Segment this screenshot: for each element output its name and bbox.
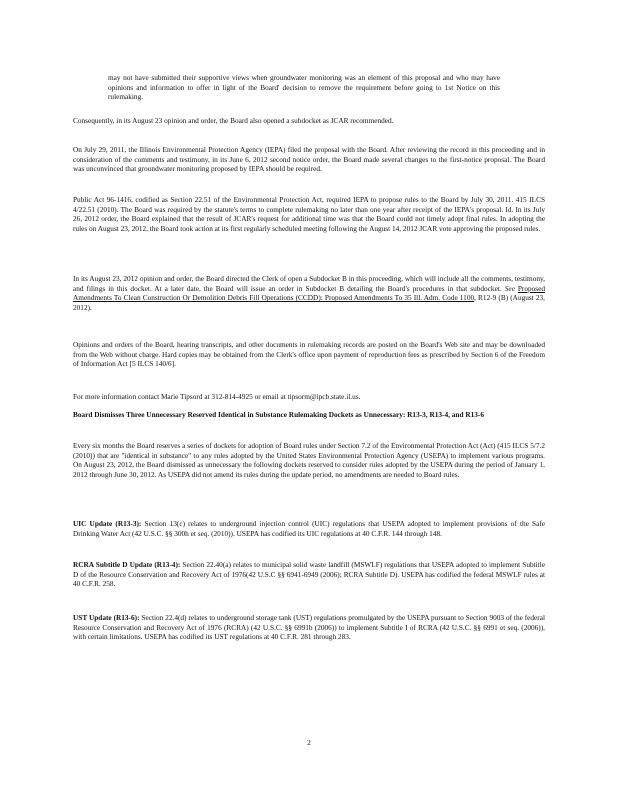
- paragraph-contact: [73, 392, 545, 402]
- uic-label: UIC Update (R13-3):: [73, 519, 142, 528]
- rcra-paragraph: [73, 560, 545, 589]
- section-heading: [73, 410, 545, 420]
- rcra-text: Section 22.40(a) relates to municipal solid waste landfill (MSWLF) regulations that USEPA adopted to implement Subtitle D of the Resource Conservation and Recovery Act of 1976(42 U.S.C §§ 6941-6949 (2006); RCRA Subtitle D). USEPA has codified the federal MSWLF rules at 40 C.F.R. 258.: [73, 560, 545, 589]
- ust-text: Section 22.4(d) relates to underground storage tank (UST) regulations promulgated by the USEPA pursuant to Section 9003 of the federal Resource Conservation and Recovery Act of 1976 (RCRA) (42 U.S.C. §§ 6991b (2006)) to implement Subtitle I of RCRA (42 U.S.C. §§ 6991 et seq. (2006)), with certain limitations. USEPA has codified its UST regulations at 40 C.F.R. 281 through 283.: [73, 613, 545, 642]
- see-signal: See: [504, 283, 515, 293]
- paragraph-every-six-months: [73, 441, 545, 479]
- paragraph-pre: In its August 23, 2012 opinion and order, the Board directed the Clerk of open a Subdocket B in this proceeding, which will include all the comments, testimony, and filings in this docket. At a later date, the Board will issue an order in Subdocket B detailing the Board's procedures in that subdocket.: [73, 274, 545, 293]
- paragraph-consequently: [73, 116, 545, 126]
- ust-label: UST Update (R13-6):: [73, 613, 140, 622]
- paragraph-august-23: [73, 274, 545, 312]
- uic-paragraph: [73, 519, 545, 538]
- uic-text: Section 13(c) relates to underground injection control (UIC) regulations that USEPA adopted to implement provisions of the Safe Drinking Water Act (42 U.S.C. §§ 300h et seq. (2010)). USEPA has codified its UIC regulations at 40 C.F.R. 144 through 148.: [73, 519, 545, 538]
- paragraph-public-act: [73, 195, 545, 233]
- paragraph-post: , R12-9 (B) (August 23, 2012).: [73, 293, 545, 312]
- ust-update: [73, 613, 545, 642]
- paragraph-text: On July 29, 2011, the Illinois Environmental Protection Agency (IEPA) filed the proposal with the Board. After reviewing the record in this proceeding and in consideration of the comments and testimony, in its June 6, 2012 second notice order, the Board made several changes to the first-notice proposal. The Board was unconvinced that groundwater monitoring proposed by IEPA should be required.: [73, 145, 545, 174]
- rcra-label: RCRA Subtitle D Update (R13-4):: [73, 560, 181, 569]
- case-title-link[interactable]: Proposed Amendments To Clean Construction Or Demolition Debris Fill Operations (CCDD): Proposed Amendments To 35 Ill. Adm. Code 1100: [73, 283, 546, 303]
- page-number: 2: [307, 738, 311, 747]
- paragraph-text: Opinions and orders of the Board, hearing transcripts, and other documents in rulemaking records are posted on the Board's Web site and may be downloaded from the Web without charge. Hard copies may be obtained from the Clerk's office upon payment of reproduction fees as prescribed by Section 6 of the Freedom of Information Act [5 ILCS 140/6].: [73, 340, 545, 369]
- paragraph-text: Public Act 96-1416, codified as Section 22.51 of the Environmental Protection Act, required IEPA to propose rules to the Board by July 30, 2011. 415 ILCS 4/22.51 (2010). The Board was required by the statute's terms to complete rulemaking no later than one year after receipt of the IEPA's proposal. Id. In its July 26, 2012 order, the Board explained that the result of JCAR's request for additional time was that the Board could not timely adopt final rules. In adopting the rules on August 23, 2012, the Board took action at its first regularly scheduled meeting following the August 14, 2012 JCAR vote approving the proposed rules.: [73, 195, 545, 233]
- paragraph-opinions: [73, 340, 545, 369]
- uic-update: [73, 519, 545, 538]
- indented-quote: [108, 73, 500, 102]
- paragraph-text: Consequently, in its August 23 opinion and order, the Board also opened a subdocket as JCAR recommended.: [73, 116, 394, 125]
- heading-text: Board Dismisses Three Unnecessary Reserved Identical in Substance Rulemaking Dockets as Unnecessary: R13-3, R13-4, and R13-6: [73, 410, 484, 419]
- rcra-update: [73, 560, 545, 589]
- paragraph-text: For more information contact Marie Tipsord at 312-814-4925 or email at tipsorm@ipcb.state.il.us.: [73, 392, 361, 401]
- paragraph-text: Every six months the Board reserves a series of dockets for adoption of Board rules under Section 7.2 of the Environmental Protection Act (Act) (415 ILCS 5/7.2 (2010)) that are "identical in substance" to any rules adopted by the United States Environmental Protection Agency (USEPA) to implement various programs. On August 23, 2012, the Board dismissed as unnecessary the following dockets reserved to consider rules adopted by the USEPA during the period of January 1, 2012 through June 30, 2012. As USEPA did not amend its rules during the update period, no amendments are needed to Board rules.: [73, 441, 545, 479]
- paragraph-july-29: [73, 145, 545, 174]
- indented-quote-text: may not have submitted their supportive views when groundwater monitoring was an element of this proposal and who may have opinions and information to offer in light of the Board' decision to remove the requirement before going to 1st Notice on this rulemaking.: [108, 73, 500, 102]
- paragraph-text: [73, 274, 545, 312]
- ust-paragraph: [73, 613, 545, 642]
